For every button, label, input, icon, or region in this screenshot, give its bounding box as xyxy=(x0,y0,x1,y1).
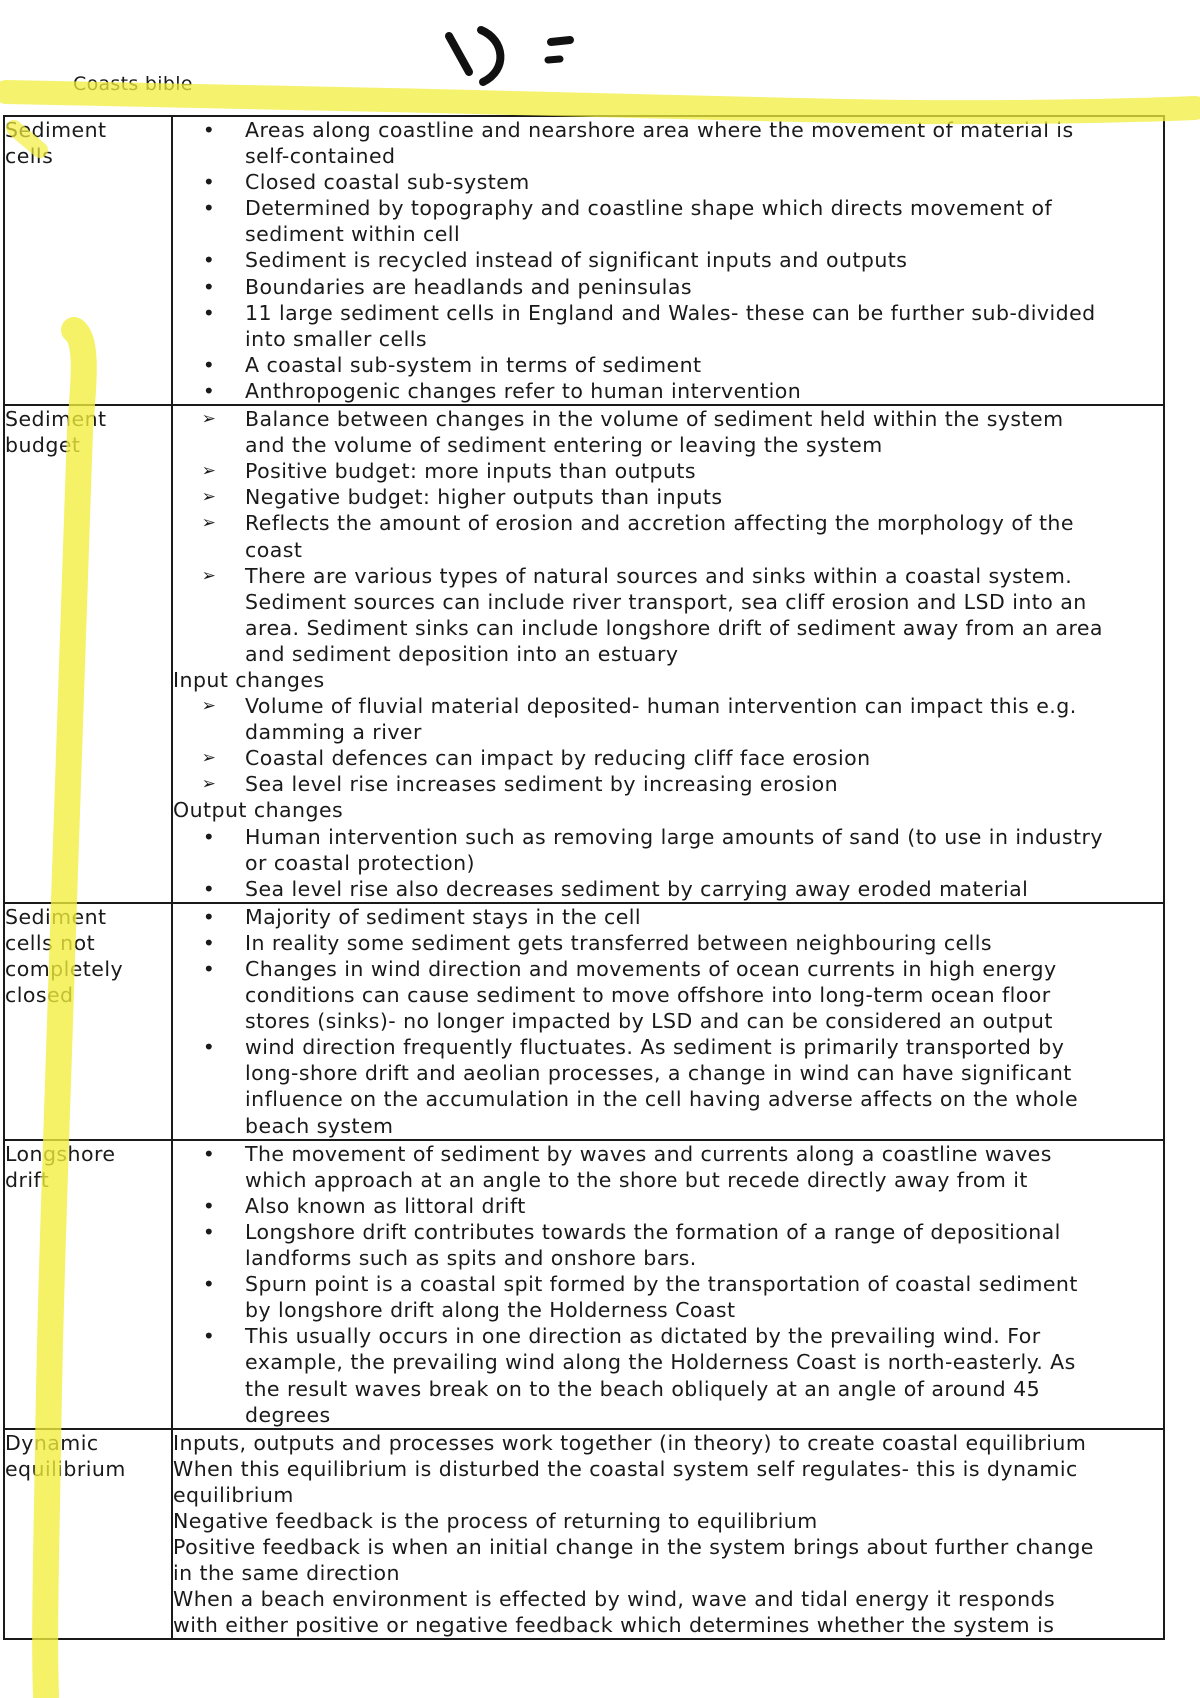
list-item xyxy=(173,458,1163,484)
bullet-icon: • xyxy=(202,1141,216,1166)
bullet-icon: • xyxy=(202,248,216,273)
term-cell xyxy=(4,405,172,903)
term-cell xyxy=(4,1140,172,1429)
list-item xyxy=(173,274,1163,300)
list-item xyxy=(173,169,1163,195)
content-cell xyxy=(172,116,1164,405)
bullet-icon: • xyxy=(202,352,216,377)
list-item xyxy=(173,510,1163,562)
list-item xyxy=(173,876,1163,902)
list-item-text xyxy=(245,745,1163,771)
list-item xyxy=(173,771,1163,797)
note-line: and sediment deposition into an estuary xyxy=(245,641,679,666)
bullet-icon: • xyxy=(202,1272,216,1297)
content-cell xyxy=(172,1140,1164,1429)
list-item-text xyxy=(245,1034,1163,1138)
bullet-icon: • xyxy=(202,957,216,981)
bullet-icon: • xyxy=(202,118,216,142)
note-line: area. Sediment sinks can include longshore drift of sediment away from an area xyxy=(245,615,1103,640)
bullet-icon: • xyxy=(202,1219,216,1244)
bullet-icon: • xyxy=(202,1035,216,1060)
term-text: Sediment xyxy=(5,407,107,432)
note-line: landforms such as spits and onshore bars. xyxy=(245,1246,697,1271)
note-line: Spurn point is a coastal spit formed by the transportation of coastal sediment xyxy=(245,1272,1078,1297)
list-item-text xyxy=(245,1271,1163,1323)
list-item-text xyxy=(245,300,1163,352)
table-row xyxy=(4,405,1164,903)
note-line: which approach at an angle to the shore but recede directly away from it xyxy=(245,1167,1028,1192)
note-line: A coastal sub-system in terms of sediment xyxy=(245,352,702,377)
list-item xyxy=(173,484,1163,510)
note-line: Human intervention such as removing large amounts of sand (to use in industry xyxy=(245,824,1103,849)
note-line: Determined by topography and coastline shape which directs movement of xyxy=(245,196,1053,221)
arrow-bullet-icon: ➢ xyxy=(201,487,217,508)
note-line: Sea level rise increases sediment by increasing erosion xyxy=(245,772,839,797)
table-body xyxy=(4,116,1164,1639)
arrow-bullet-icon: ➢ xyxy=(201,748,217,769)
arrow-bullet-icon: ➢ xyxy=(201,409,217,430)
term-text: completely xyxy=(5,957,124,981)
note-line: Coastal defences can impact by reducing cliff face erosion xyxy=(245,746,871,771)
note-line: 11 large sediment cells in England and Wales- these can be further sub-divided xyxy=(245,300,1096,325)
list-item xyxy=(173,1193,1163,1219)
term-text: Sediment xyxy=(5,118,107,142)
note-line: When a beach environment is effected by wind, wave and tidal energy it responds xyxy=(173,1587,1056,1612)
list-item-text xyxy=(245,904,1163,930)
list-item-text xyxy=(245,771,1163,797)
term-text: drift xyxy=(5,1167,50,1192)
note-line: Boundaries are headlands and peninsulas xyxy=(245,274,692,299)
note-line: Changes in wind direction and movements of ocean currents in high energy xyxy=(245,957,1057,981)
list-item-text xyxy=(245,484,1163,510)
list-item-text xyxy=(245,563,1163,667)
note-line: the result waves break on to the beach obliquely at an angle of around 45 xyxy=(245,1376,1041,1401)
note-line: influence on the accumulation in the cell having adverse affects on the whole xyxy=(245,1087,1079,1112)
term-cell xyxy=(4,903,172,1140)
list-item xyxy=(173,1034,1163,1138)
note-line: The movement of sediment by waves and currents along a coastline waves xyxy=(245,1141,1052,1166)
table-row xyxy=(4,116,1164,405)
note-line: conditions can cause sediment to move offshore into long-term ocean floor xyxy=(245,983,1051,1008)
note-line: Sea level rise also decreases sediment by carrying away eroded material xyxy=(245,876,1029,901)
content-cell xyxy=(172,1429,1164,1640)
note-line: There are various types of natural sources and sinks within a coastal system. xyxy=(245,563,1073,588)
list-item xyxy=(173,563,1163,667)
term-text: Dynamic xyxy=(5,1430,99,1455)
list-item xyxy=(173,1219,1163,1271)
list-item xyxy=(173,1141,1163,1193)
bullet-icon: • xyxy=(202,300,216,325)
content-cell xyxy=(172,903,1164,1140)
note-line: degrees xyxy=(245,1402,331,1427)
note-line: example, the prevailing wind along the Holderness Coast is north-easterly. As xyxy=(245,1350,1076,1375)
note-line: Longshore drift contributes towards the formation of a range of depositional xyxy=(245,1219,1061,1244)
note-line: When this equilibrium is disturbed the coastal system self regulates- this is dynamic xyxy=(173,1456,1078,1481)
note-line: Positive feedback is when an initial change in the system brings about further change xyxy=(173,1535,1094,1560)
note-line: coast xyxy=(245,537,303,562)
note-line: Reflects the amount of erosion and accretion affecting the morphology of the xyxy=(245,511,1074,536)
note-line: beach system xyxy=(245,1113,394,1138)
table-row xyxy=(4,1429,1164,1640)
note-line: Also known as littoral drift xyxy=(245,1193,526,1218)
note-line: or coastal protection) xyxy=(245,850,475,875)
term-text: equilibrium xyxy=(5,1456,126,1481)
highlighter-stroke-top xyxy=(6,92,1195,112)
note-line: in the same direction xyxy=(173,1561,400,1586)
note-line: Inputs, outputs and processes work together (in theory) to create coastal equilibrium xyxy=(173,1430,1087,1455)
term-text: cells not xyxy=(5,930,96,955)
list-item xyxy=(173,378,1163,404)
note-line: long-shore drift and aeolian processes, a change in wind can have significant xyxy=(245,1061,1072,1086)
note-line: self-contained xyxy=(245,144,396,169)
arrow-bullet-icon: ➢ xyxy=(201,513,217,534)
note-line: Input changes xyxy=(173,667,325,692)
note-line: Output changes xyxy=(173,798,344,823)
term-cell xyxy=(4,116,172,405)
term-text: budget xyxy=(5,433,81,458)
note-line: Sediment sources can include river transport, sea cliff erosion and LSD into an xyxy=(245,589,1087,614)
note-line: with either positive or negative feedback which determines whether the system is xyxy=(173,1613,1055,1638)
list-item xyxy=(173,300,1163,352)
bullet-icon: • xyxy=(202,170,216,195)
bullet-icon: • xyxy=(202,274,216,299)
note-line: Volume of fluvial material deposited- human intervention can impact this e.g. xyxy=(245,694,1077,719)
note-line: In reality some sediment gets transferred between neighbouring cells xyxy=(245,930,993,955)
table-row xyxy=(4,903,1164,1140)
note-line: This usually occurs in one direction as dictated by the prevailing wind. For xyxy=(245,1324,1041,1349)
note-line: Closed coastal sub-system xyxy=(245,170,530,195)
list-item xyxy=(173,406,1163,458)
content-cell xyxy=(172,405,1164,903)
table-row xyxy=(4,1140,1164,1429)
list-item-text xyxy=(245,378,1163,404)
note-line: stores (sinks)- no longer impacted by LSD and can be considered an output xyxy=(245,1009,1053,1034)
list-item xyxy=(173,1271,1163,1323)
list-item-text xyxy=(245,876,1163,902)
list-item xyxy=(173,247,1163,273)
list-item xyxy=(173,1323,1163,1427)
arrow-bullet-icon: ➢ xyxy=(201,565,217,586)
bullet-icon: • xyxy=(202,378,216,403)
list-item-text xyxy=(245,352,1163,378)
list-item-text xyxy=(245,1193,1163,1219)
handwritten-annotation xyxy=(0,0,1200,120)
note-line: and the volume of sediment entering or leaving the system xyxy=(245,433,883,458)
list-item-text xyxy=(245,274,1163,300)
list-item xyxy=(173,824,1163,876)
note-line: wind direction frequently fluctuates. As sediment is primarily transported by xyxy=(245,1035,1065,1060)
bullet-icon: • xyxy=(202,930,216,955)
list-item xyxy=(173,930,1163,956)
list-item-text xyxy=(245,693,1163,745)
term-text: Sediment xyxy=(5,904,107,929)
term-text: closed xyxy=(5,983,74,1008)
list-item xyxy=(173,745,1163,771)
bullet-icon: • xyxy=(202,824,216,849)
note-line: Sediment is recycled instead of significant inputs and outputs xyxy=(245,248,908,273)
arrow-bullet-icon: ➢ xyxy=(201,696,217,717)
list-item-text xyxy=(245,1141,1163,1193)
note-line: sediment within cell xyxy=(245,222,461,247)
list-item-text xyxy=(245,930,1163,956)
notes-table xyxy=(3,115,1165,1640)
note-line: Anthropogenic changes refer to human intervention xyxy=(245,378,802,403)
list-item xyxy=(173,352,1163,378)
note-line: Negative budget: higher outputs than inputs xyxy=(245,485,723,510)
list-item xyxy=(173,195,1163,247)
note-line: Positive budget: more inputs than outputs xyxy=(245,459,697,484)
term-text: Longshore xyxy=(5,1141,116,1166)
list-item-text xyxy=(245,510,1163,562)
note-line: Majority of sediment stays in the cell xyxy=(245,904,642,929)
bullet-icon: • xyxy=(202,876,216,901)
bullet-icon: • xyxy=(202,1324,216,1349)
term-cell xyxy=(4,1429,172,1640)
note-line: into smaller cells xyxy=(245,326,427,351)
list-item-text xyxy=(245,169,1163,195)
document-title: Coasts bible xyxy=(73,73,193,95)
note-line: Areas along coastline and nearshore area where the movement of material is xyxy=(245,118,1074,142)
list-item-text xyxy=(245,247,1163,273)
list-item xyxy=(173,904,1163,930)
list-item-text xyxy=(245,117,1163,169)
note-line: Negative feedback is the process of returning to equilibrium xyxy=(173,1508,818,1533)
note-line: Balance between changes in the volume of sediment held within the system xyxy=(245,407,1064,432)
note-line: equilibrium xyxy=(173,1482,294,1507)
list-item-text xyxy=(245,824,1163,876)
list-item xyxy=(173,956,1163,1034)
list-item-text xyxy=(245,195,1163,247)
arrow-bullet-icon: ➢ xyxy=(201,461,217,482)
bullet-icon: • xyxy=(202,1193,216,1218)
note-line: damming a river xyxy=(245,720,422,745)
note-line: by longshore drift along the Holderness Coast xyxy=(245,1298,736,1323)
list-item-text xyxy=(245,406,1163,458)
list-item-text xyxy=(245,1323,1163,1427)
term-text: cells xyxy=(5,144,54,169)
list-item-text xyxy=(245,956,1163,1034)
bullet-icon: • xyxy=(202,196,216,221)
list-item xyxy=(173,117,1163,169)
list-item-text xyxy=(245,1219,1163,1271)
bullet-icon: • xyxy=(202,904,216,929)
list-item xyxy=(173,693,1163,745)
arrow-bullet-icon: ➢ xyxy=(201,774,217,795)
list-item-text xyxy=(245,458,1163,484)
